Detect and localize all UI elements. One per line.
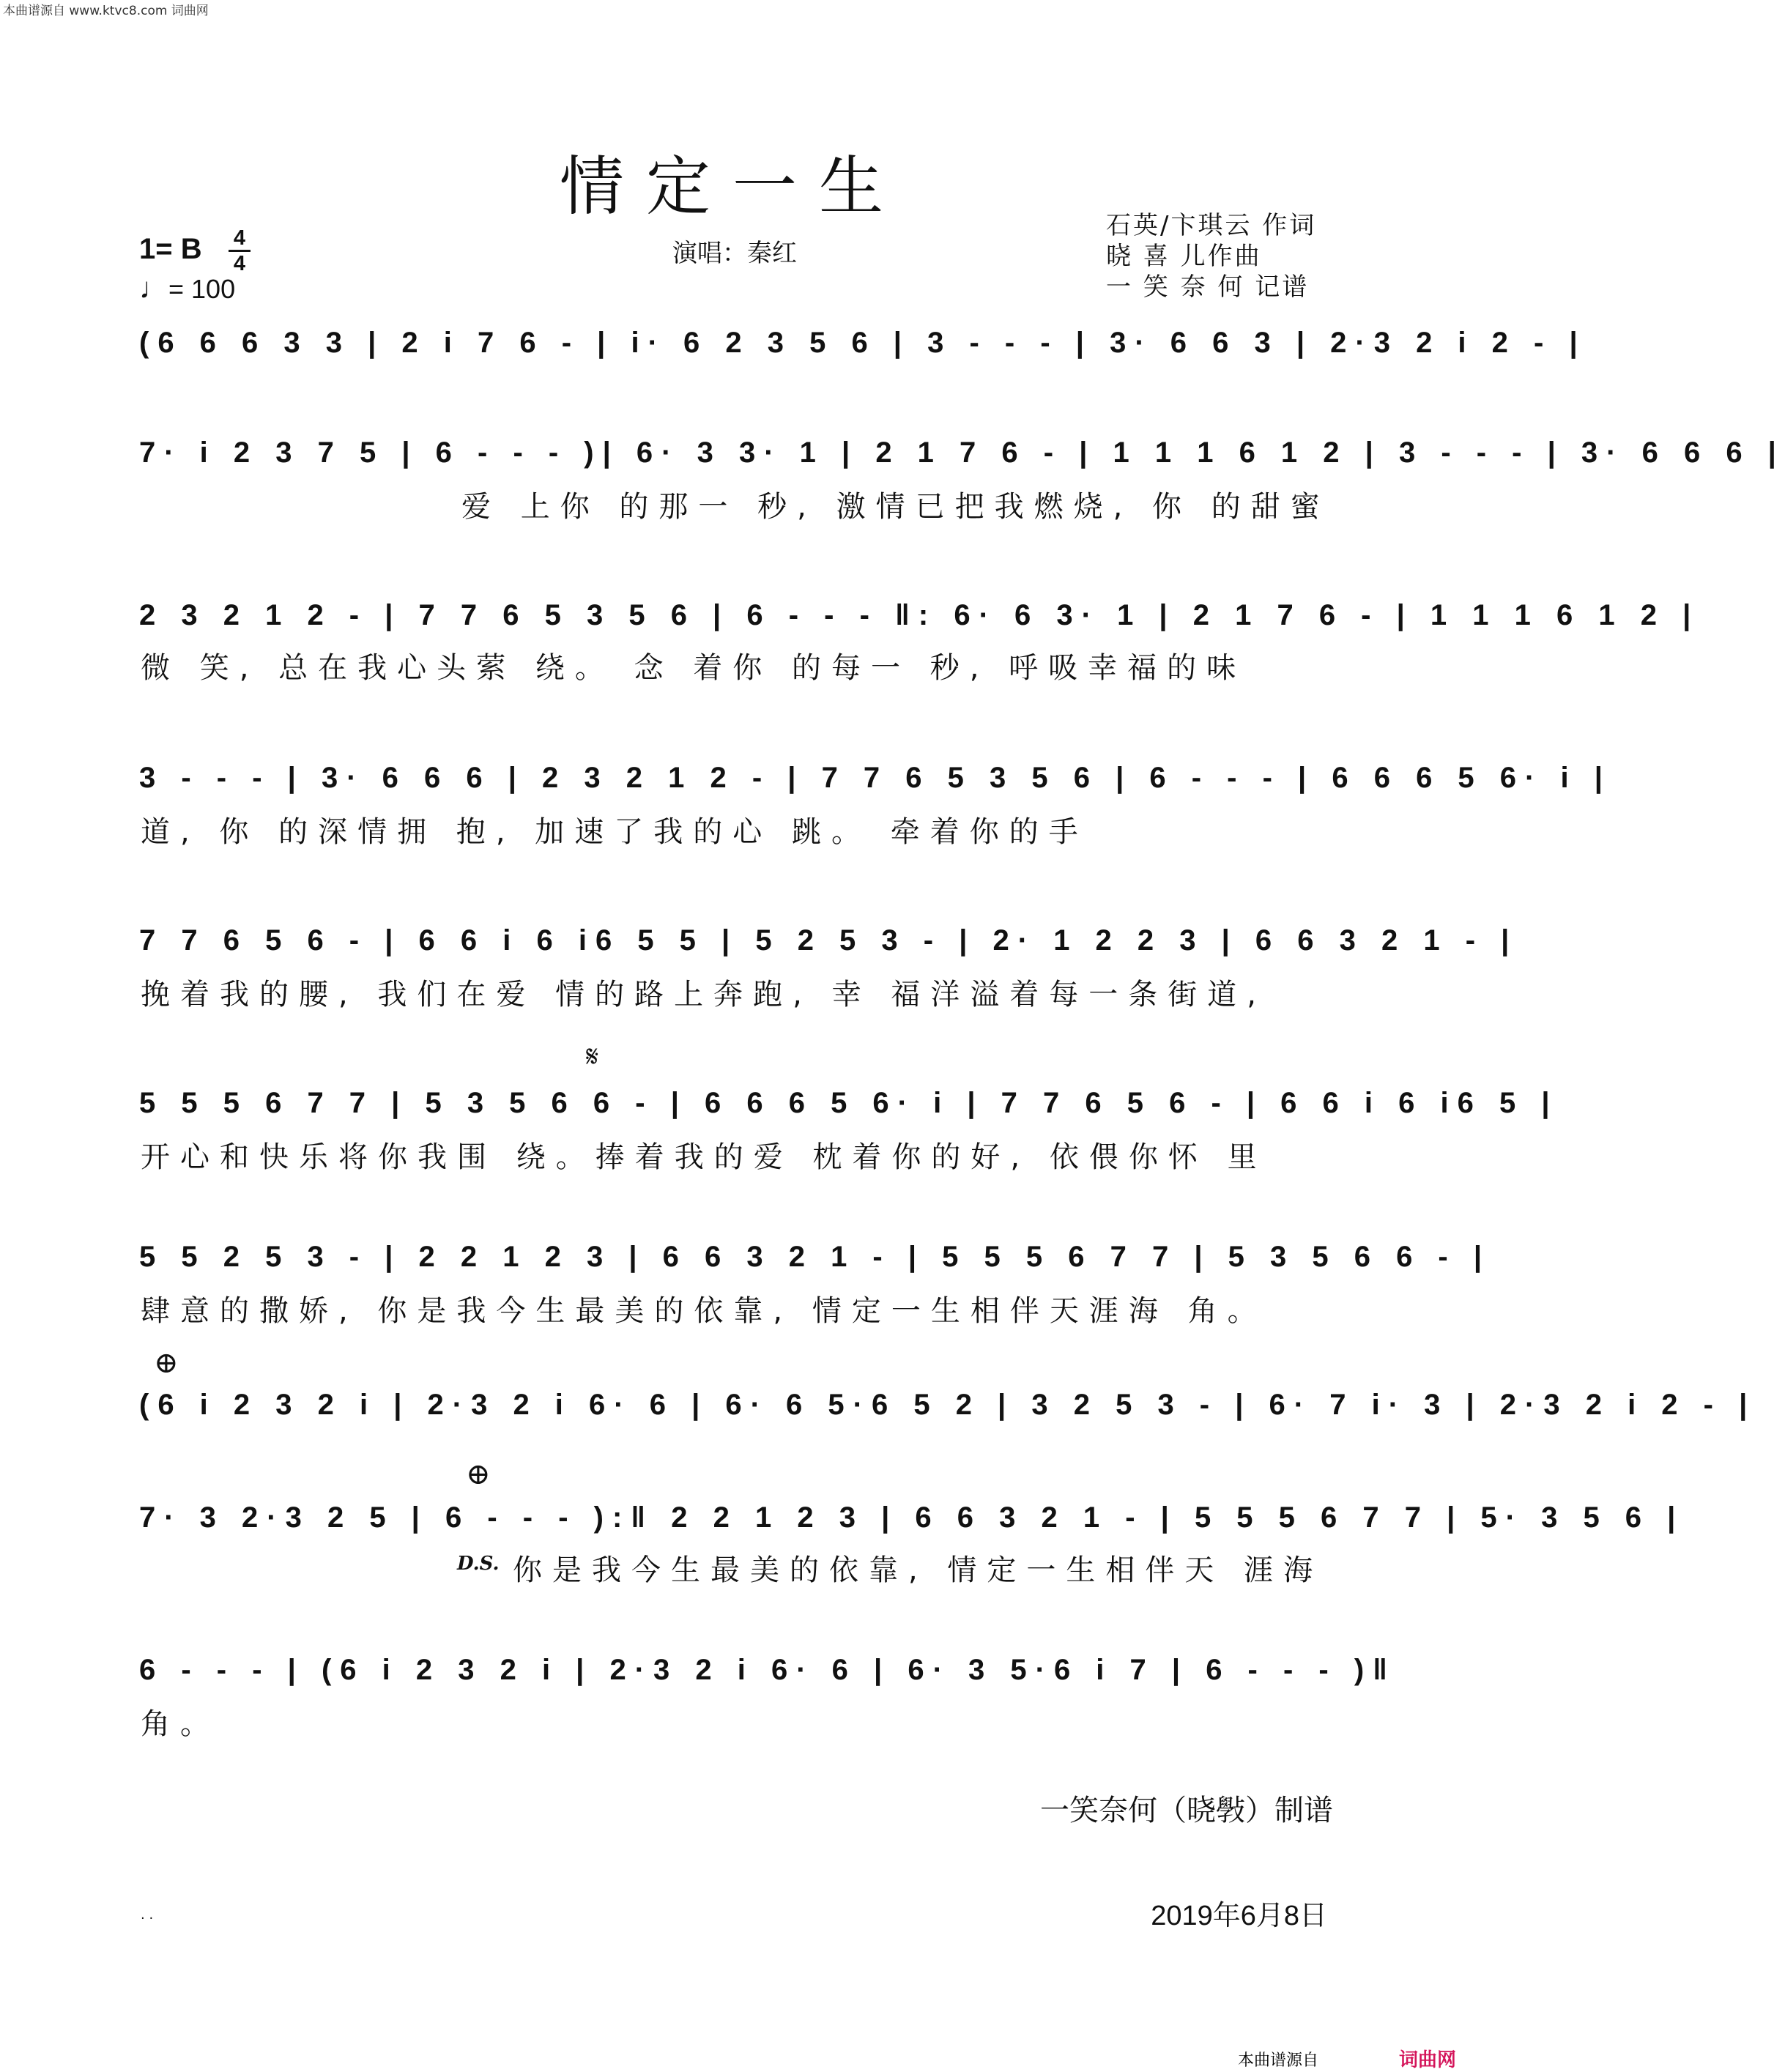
- lyric-line-3: 微 笑, 总在我心头萦 绕。 念 着你 的每一 秒, 呼吸幸福的味: [141, 651, 1247, 685]
- top-watermark: 本曲谱源自 www.ktvc8.com 词曲网: [3, 4, 209, 18]
- ds-marking: D.S.: [457, 1553, 500, 1575]
- score-line-2: 7· i 2 3 7 5 | 6 - - - )| 6· 3 3· 1 | 2 1 7 6 - | 1 1 1 6 1 2 | 3 - - - | 3· 6 6 6 |: [139, 437, 1785, 469]
- score-line-7: 5 5 2 5 3 - | 2 2 1 2 3 | 6 6 3 2 1 - | 5 5 5 6 7 7 | 5 3 5 6 6 - |: [139, 1241, 1491, 1273]
- tempo-value: = 100: [168, 274, 236, 304]
- singer-credit: 演唱：秦红: [672, 239, 797, 268]
- meter-top: 4: [233, 226, 246, 250]
- song-title: 情定一生: [559, 149, 905, 224]
- bottom-watermark: 本曲谱源自: [1238, 2051, 1319, 2070]
- key-signature: 1= B: [139, 233, 202, 265]
- score-line-10: 6 - - - | (6 i 2 3 2 i | 2·3 2 i 6· 6 | 6· 3 5·6 i 7 | 6 - - - )‖: [139, 1654, 1397, 1686]
- score-maker: 一笑奈何（晓斅）制谱: [1040, 1794, 1333, 1827]
- lyricist-credit: 石英/卞琪云 作词: [1106, 211, 1317, 240]
- lyric-line-6: 开心和快乐将你我围 绕。捧着我的爱 枕着你的好, 依偎你怀 里: [141, 1140, 1267, 1174]
- segno-icon: 𝄋: [586, 1040, 599, 1074]
- score-line-1: (6 6 6 3 3 | 2 i 7 6 - | i· 6 2 3 5 6 | 3 - - - | 3· 6 6 3 | 2·3 2 i 2 - |: [139, 327, 1587, 359]
- score-line-8: (6 i 2 3 2 i | 2·3 2 i 6· 6 | 6· 6 5·6 5 2 | 3 2 5 3 - | 6· 7 i· 3 | 2·3 2 i 2 - |: [139, 1389, 1756, 1421]
- score-line-9: 7· 3 2·3 2 5 | 6 - - - ):‖ 2 2 1 2 3 | 6 6 3 2 1 - | 5 5 5 6 7 7 | 5· 3 5 6 |: [139, 1501, 1685, 1534]
- composer-credit: 晓 喜 儿作曲: [1106, 242, 1262, 271]
- score-line-4: 3 - - - | 3· 6 6 6 | 2 3 2 1 2 - | 7 7 6 5 3 5 6 | 6 - - - | 6 6 6 5 6· i |: [139, 762, 1611, 794]
- score-date: 2019年6月8日: [1151, 1901, 1327, 1931]
- coda-icon-2: ⊕: [466, 1458, 491, 1491]
- transcriber-credit: 一 笑 奈 何 记谱: [1106, 272, 1310, 302]
- lyric-line-2: 爱 上你 的那一 秒, 激情已把我燃烧, 你 的甜蜜: [461, 490, 1330, 524]
- meter-bottom: 4: [233, 252, 246, 275]
- score-line-6: 5 5 5 6 7 7 | 5 3 5 6 6 - | 6 6 6 5 6· i | 7 7 6 5 6 - | 6 6 i 6 i6 5 |: [139, 1087, 1559, 1119]
- site-logo[interactable]: 词曲网: [1399, 2049, 1457, 2071]
- tempo-marking: [139, 272, 235, 305]
- score-line-3: 2 3 2 1 2 - | 7 7 6 5 3 5 6 | 6 - - - ‖: 6· 6 3· 1 | 2 1 7 6 - | 1 1 1 6 1 2 |: [139, 599, 1700, 631]
- lyric-line-5: 挽着我的腰, 我们在爱 情的路上奔跑, 幸 福洋溢着每一条街道,: [141, 978, 1267, 1011]
- lyric-line-9: 你是我今生最美的依靠, 情定一生相伴天 涯海: [513, 1553, 1324, 1587]
- coda-icon: ⊕: [154, 1346, 179, 1380]
- score-line-5: 7 7 6 5 6 - | 6 6 i 6 i6 5 5 | 5 2 5 3 - | 2· 1 2 2 3 | 6 6 3 2 1 - |: [139, 924, 1518, 957]
- lyric-line-7: 肆意的撒娇, 你是我今生最美的依靠, 情定一生相伴天涯海 角。: [141, 1294, 1267, 1328]
- quarter-note-icon: ♩: [139, 272, 168, 305]
- stray-dots: . .: [141, 1907, 154, 1923]
- time-signature: [229, 227, 251, 275]
- lyric-line-4: 道, 你 的深情拥 抱, 加速了我的心 跳。 牵着你的手: [141, 815, 1088, 849]
- lyric-line-10: 角。: [141, 1707, 220, 1741]
